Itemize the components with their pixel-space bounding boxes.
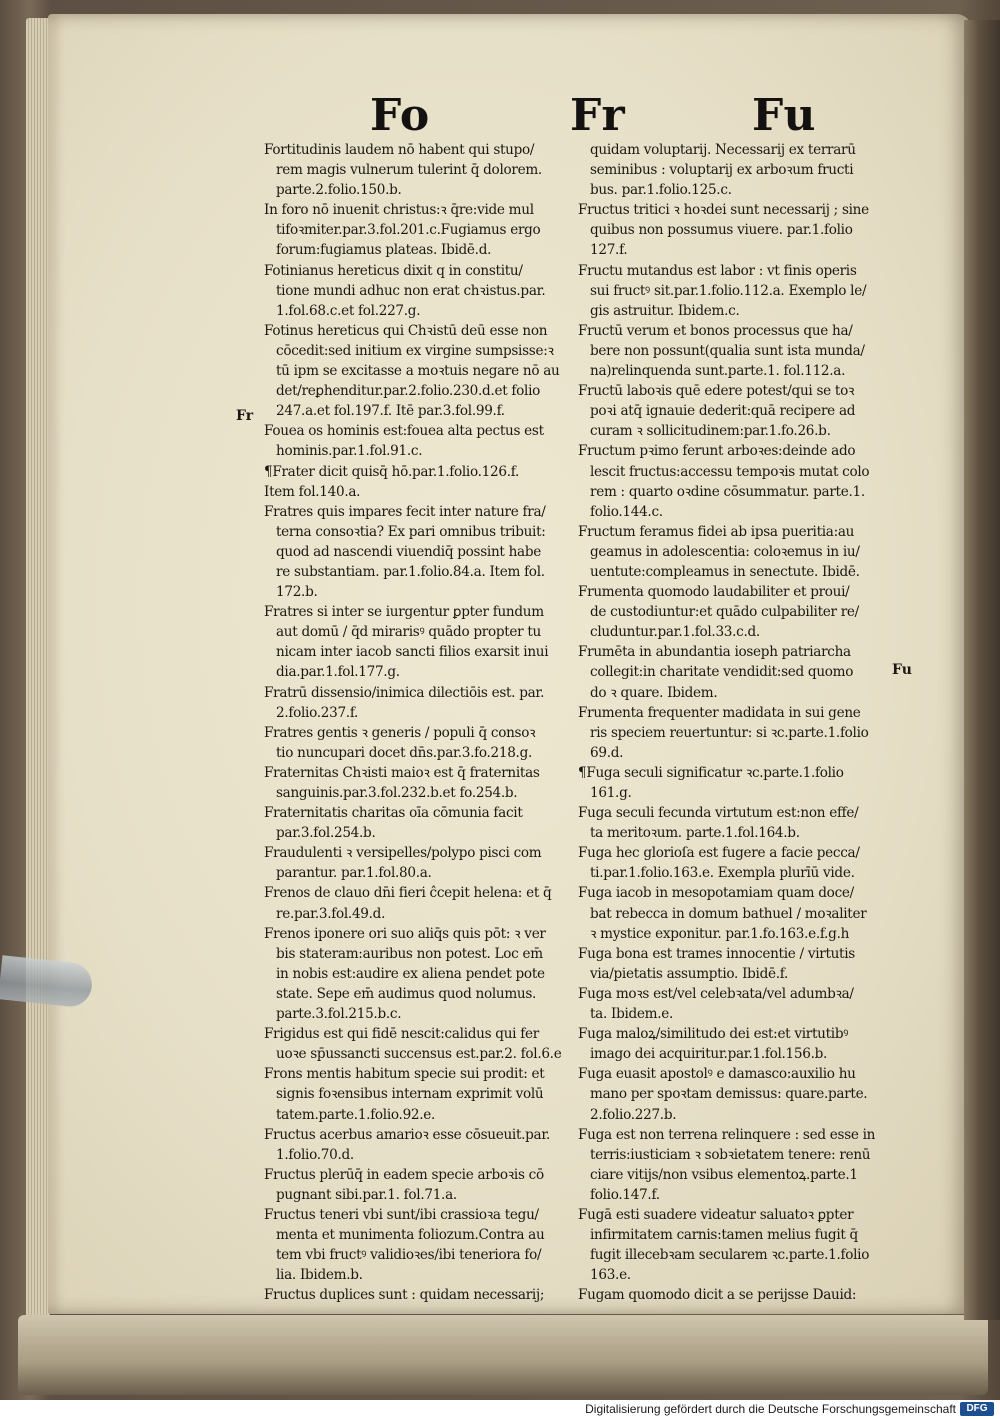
dfg-logo: DFG: [960, 1402, 994, 1416]
text-line: nicam inter iacob sancti filios exarsit inui: [276, 644, 549, 661]
text-line: Frumēta in abundantia ioseph patriarcha: [578, 644, 851, 661]
book-board: [18, 1315, 988, 1395]
text-line: 2.folio.237.f.: [276, 704, 359, 721]
text-line: Fotinianus hereticus dixit q in constitu/: [264, 262, 523, 279]
text-line: quibus non possumus viuere. par.1.folio: [590, 222, 853, 239]
text-line: imago dei acquiritur.par.1.fol.156.b.: [590, 1046, 828, 1063]
text-line: tem vbi fructꝰ validioꝛes/ibi teneriora fo/: [276, 1247, 542, 1264]
text-line: infirmitatem carnis:tamen melius fugit q̄: [590, 1227, 858, 1244]
margin-note-fu: Fu: [892, 662, 912, 678]
text-line: Item fol.140.a.: [264, 483, 361, 500]
footer-bar: [0, 1400, 1000, 1419]
text-line: Fortitudinis laudem nō habent qui stupo/: [264, 142, 535, 158]
footer-credit: Digitalisierung gefördert durch die Deutsche Forschungsgemeinschaft: [585, 1402, 956, 1416]
text-line: folio.147.f.: [590, 1186, 660, 1203]
text-line: ta meritoꝛum. parte.1.fol.164.b.: [590, 825, 800, 842]
text-line: Fructus plerūq̄ in eadem specie arboꝛis cō: [264, 1166, 544, 1183]
text-line: folio.144.c.: [590, 503, 663, 520]
text-line: via/pietatis assumptio. Ibidē.f.: [590, 965, 789, 982]
text-line: gis astruitur. Ibidem.c.: [590, 302, 740, 319]
text-line: Fouea os hominis est:fouea alta pectus est: [264, 423, 544, 440]
right-column: [578, 140, 882, 1305]
text-line: hominis.par.1.fol.91.c.: [276, 443, 423, 460]
text-line: tione mundi adhuc non erat chꝛistus.par.: [276, 282, 546, 299]
text-line: Fuga iacob in mesopotamiam quam doce/: [578, 885, 854, 902]
text-line: na)relinquenda sunt.parte.1. fol.112.a.: [590, 363, 846, 380]
margin-note-fr: Fr: [236, 408, 254, 424]
text-line: 247.a.et fol.197.f. Itē par.3.fol.99.f.: [276, 403, 505, 420]
text-line: Fructum pꝛimo ferunt arboꝛes:deinde ado: [578, 443, 856, 460]
text-line: fugit illecebꝛam secularem ꝛc.parte.1.folio: [590, 1247, 870, 1264]
page-edges: [26, 18, 50, 1348]
text-line: Fratres quis impares fecit inter nature fra/: [264, 503, 546, 520]
text-line: ti.par.1.folio.163.e. Exempla plurīū vide.: [590, 865, 855, 882]
text-line: quod ad nascendi viuendiq̄ possint habe: [276, 543, 541, 560]
header-fu: Fu: [752, 90, 817, 141]
text-line: 2.folio.227.b.: [590, 1106, 677, 1123]
text-line: menta et munimenta foliozum.Contra au: [276, 1227, 545, 1244]
text-line: Fratrū dissensio/inimica dilectiōis est. par.: [264, 684, 545, 701]
text-line: mano per spoꝛtam demissus: quare.parte.: [590, 1086, 868, 1103]
text-line: Fugam quomodo dicit a se perijsse Dauid:: [578, 1287, 857, 1304]
text-line: Fraudulenti ꝛ versipelles/polypo pisci com: [264, 845, 542, 862]
text-line: aut domū / q̄d mirarisꝰ quādo propter tu: [276, 624, 541, 641]
text-line: Fugā esti suadere videatur saluatoꝛ ꝑpter: [578, 1206, 854, 1223]
text-line: ciare vitijs/non vsibus elementoꝝ.parte.1: [590, 1166, 858, 1183]
text-line: parantur. par.1.fol.80.a.: [276, 865, 432, 882]
text-line: Frumenta frequenter madidata in sui gene: [578, 704, 861, 721]
text-line: rem : quarto oꝛdine cōsummatur. parte.1.: [590, 483, 865, 500]
text-line: bat rebecca in domum bathuel / moꝛaliter: [590, 905, 867, 922]
text-line: 161.g.: [590, 785, 632, 801]
book-binding: [964, 20, 1000, 1320]
header-fr: Fr: [570, 90, 626, 141]
text-line: sui fructꝰ sit.par.1.folio.112.a. Exemplo le/: [590, 282, 867, 299]
text-line: Frumenta quomodo laudabiliter et proui/: [578, 584, 850, 601]
text-line: 69.d.: [590, 744, 624, 761]
text-line: ris speciem reuertuntur: si ꝛc.parte.1.folio: [590, 724, 869, 741]
text-line: ꝛ mystice exponitur. par.1.fo.163.e.f.g.h: [590, 925, 850, 942]
text-line: Fuga maloꝝ/similitudo dei est:et virtutibꝰ: [578, 1026, 849, 1043]
text-line: tio nuncupari docet dn̄s.par.3.fo.218.g.: [276, 744, 532, 761]
text-line: par.3.fol.254.b.: [276, 825, 376, 842]
text-line: Fuga hec glorioſa est fugere a facie pecca/: [578, 845, 860, 862]
text-line: Fructus teneri vbi sunt/ibi crassioꝛa tegu/: [264, 1206, 539, 1223]
text-line: 163.e.: [590, 1267, 631, 1284]
text-line: 1.fol.68.c.et fol.227.g.: [276, 302, 421, 319]
text-line: ta. Ibidem.e.: [590, 1006, 674, 1023]
text-line: Fructus duplices sunt : quidam necessarij;: [264, 1287, 545, 1304]
text-line: Fructum feramus fidei ab ipsa pueritia:au: [578, 523, 855, 540]
text-line: rem magis vulnerum tulerint q̄ dolorem.: [276, 162, 542, 179]
text-line: Fraternitatis charitas oīa cōmunia facit: [264, 805, 523, 822]
text-line: tifoꝛmiter.par.3.fol.201.c.Fugiamus ergo: [276, 222, 541, 239]
text-line: bere non possunt(qualia sunt ista munda/: [590, 342, 865, 359]
text-line: pugnant sibi.par.1. fol.71.a.: [276, 1186, 457, 1203]
text-line: ¶Frater dicit quisq̄ hō.par.1.folio.126.f.: [264, 463, 519, 480]
text-line: Fuga euasit apostolꝰ e damasco:auxilio hu: [578, 1066, 856, 1083]
text-line: seminibus : voluptarij ex arboꝛum fructi: [590, 162, 854, 179]
text-line: bus. par.1.folio.125.c.: [590, 182, 732, 199]
text-line: Fructū laboꝛis quē edere potest/qui se toꝛ: [578, 383, 855, 400]
text-line: Fructū verum et bonos processus que ha/: [578, 322, 853, 339]
text-line: Fructu mutandus est labor : vt finis operis: [578, 262, 857, 279]
text-line: in nobis est:audire ex aliena pendet pote: [276, 965, 545, 982]
text-line: Frenos de clauo dn̄i fieri ĉcepit helena: et q̄: [264, 885, 552, 902]
text-line: parte.2.folio.150.b.: [276, 182, 402, 199]
text-line: Fuga est non terrena relinquere : sed esse in: [578, 1126, 876, 1143]
text-line: poꝛi atq̄ ignauie dederit:quā recipere ad: [590, 403, 856, 420]
text-line: bis stateram:auribus non potest. Loc em̄: [276, 945, 543, 962]
text-line: uoꝛe sp̄ussancti succensus est.par.2. fol.6.e: [276, 1046, 562, 1063]
text-line: Frigidus est qui fidē nescit:calidus qui fer: [264, 1026, 539, 1043]
text-line: re.par.3.fol.49.d.: [276, 905, 386, 922]
text-line: Fraternitas Chꝛisti maioꝛ est q̄ fraternitas: [264, 764, 540, 781]
text-line: geamus in adolescentia: coloꝛemus in iu/: [590, 543, 860, 560]
text-line: det/reꝑhenditur.par.2.folio.230.d.et folio: [276, 383, 540, 400]
text-line: de custodiuntur:et quādo culpabiliter re/: [590, 604, 859, 621]
text-line: curam ꝛ sollicitudinem:par.1.fo.26.b.: [590, 423, 831, 440]
text-line: cōcedit:sed initium ex virgine sumpsisse:ꝛ: [276, 342, 554, 359]
text-line: In foro nō inuenit christus:ꝛ q̄re:vide mul: [264, 202, 534, 219]
text-line: 1.folio.70.d.: [276, 1146, 354, 1163]
text-line: terris:iusticiam ꝛ sobꝛietatem tenere: renū: [590, 1146, 871, 1163]
text-line: 172.b.: [276, 584, 318, 601]
text-line: collegit:in charitate vendidit:sed quomo: [590, 664, 854, 681]
text-line: do ꝛ quare. Ibidem.: [590, 684, 718, 701]
text-line: sanguinis.par.3.fol.232.b.et fo.254.b.: [276, 785, 518, 801]
text-line: parte.3.fol.215.b.c.: [276, 1006, 402, 1023]
left-column: [264, 140, 568, 1305]
text-line: Fuga moꝛs est/vel celebꝛata/vel adumbꝛa/: [578, 985, 854, 1002]
text-line: Frons mentis habitum specie sui prodit: et: [264, 1066, 545, 1083]
text-line: ¶Fuga seculi significatur ꝛc.parte.1.folio: [578, 764, 844, 781]
text-line: terna consoꝛtia? Ex pari omnibus tribuit:: [276, 523, 546, 540]
text-line: dia.par.1.fol.177.g.: [276, 664, 400, 681]
text-line: quidam voluptarij. Necessarij ex terrarū: [590, 142, 856, 158]
text-line: Fratres si inter se iurgentur ꝑpter fundum: [264, 604, 544, 621]
text-line: Fructus tritici ꝛ hoꝛdei sunt necessarij ; sine: [578, 202, 869, 219]
text-line: Fructus acerbus amarioꝛ esse cōsueuit.par.: [264, 1126, 551, 1143]
running-header: [370, 90, 817, 141]
text-line: 127.f.: [590, 242, 628, 259]
text-line: cluduntur.par.1.fol.33.c.d.: [590, 624, 760, 641]
text-line: forum:fugiamus plateas. Ibidē.d.: [276, 242, 492, 259]
text-line: lia. Ibidem.b.: [276, 1267, 363, 1284]
text-line: Fotinus hereticus qui Chꝛistū deū esse non: [264, 322, 548, 339]
text-line: tatem.parte.1.folio.92.e.: [276, 1106, 436, 1123]
text-line: tū ipm se excitasse a moꝛtuis negare nō au: [276, 363, 560, 380]
text-line: re substantiam. par.1.folio.84.a. Item fol.: [276, 563, 545, 580]
text-line: lescit fructus:accessu tempoꝛis mutat colo: [590, 463, 870, 480]
text-line: uentute:compleamus in senectute. Ibidē.: [590, 563, 860, 580]
text-line: Fuga seculi fecunda virtutum est:non effe/: [578, 805, 859, 822]
text-line: signis foꝛensibus internam exprimit volū: [276, 1086, 544, 1103]
text-line: state. Sepe em̄ audimus quod nolumus.: [276, 985, 537, 1002]
text-line: Frenos iponere ori suo aliq̄s quis pōt: ꝛ ver: [264, 925, 546, 942]
header-fo: Fo: [370, 90, 431, 141]
text-line: Fuga bona est trames innocentie / virtutis: [578, 945, 855, 962]
text-line: Fratres gentis ꝛ generis / populi q̄ consoꝛ: [264, 724, 536, 741]
